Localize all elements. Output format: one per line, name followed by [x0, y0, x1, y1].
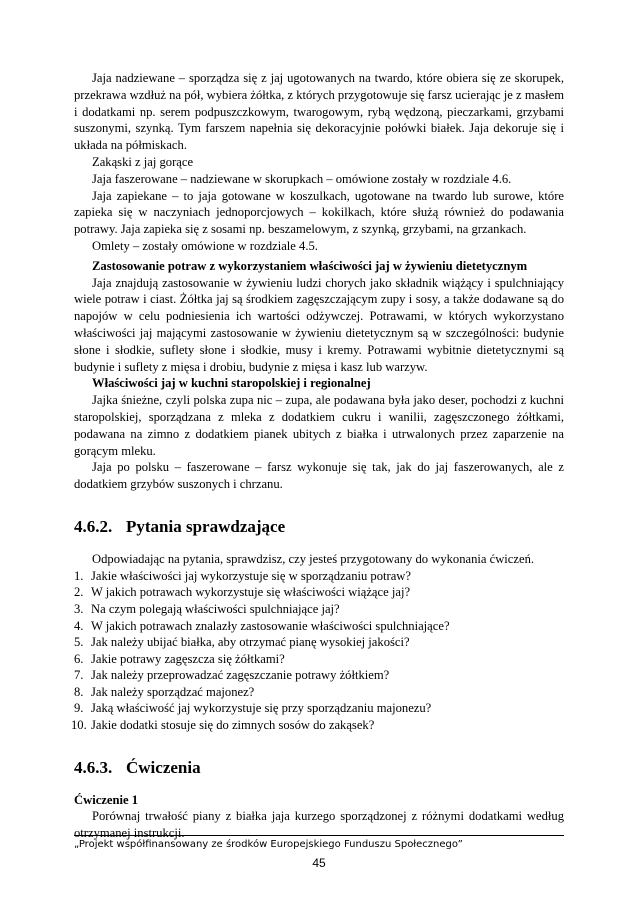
question-item: 3. Na czym polegają właściwości spulchniające jaj? — [74, 601, 340, 616]
question-item: 8. Jak należy sporządzać majonez? — [74, 684, 255, 699]
page-number: 45 — [312, 856, 326, 870]
questions-intro: Odpowiadając na pytania, sprawdzisz, czy jesteś przygotowany do wykonania ćwiczeń. — [92, 551, 535, 566]
subheading-regional: Właściwości jaj w kuchni staropolskiej i regionalnej — [92, 376, 371, 391]
section-number: 4.6.3. — [74, 757, 113, 777]
exercise-text: Porównaj trwałość piany z białka jaja kurzego sporządzonej z różnymi dodatkami według otrzymanej instrukcji. — [74, 809, 564, 841]
page-content — [71, 70, 564, 842]
exercise-title: Ćwiczenie 1 — [74, 792, 138, 807]
paragraph-jaja-zapiekane: Jaja zapiekane – to jaja gotowane w koszulkach, ugotowane na twardo lub surowe, które zapieka się w naczyniach jednoporcjowych – kokilkach, które służą również do podawania potrawy. Jaja zapieka się z sosami np. beszamelowym, z szynką, grzybami, na grzankach. — [74, 188, 564, 237]
footer-divider — [74, 835, 564, 836]
question-item: 2. W jakich potrawach wykorzystuje się właściwości wiążące jaj? — [74, 585, 411, 600]
question-item: 10. Jakie dodatki stosuje się do zimnych sosów do zakąsek? — [71, 718, 375, 733]
subheading-diet: Zastosowanie potraw z wykorzystaniem właściwości jaj w żywieniu dietetycznym — [92, 258, 528, 273]
section-title: Pytania sprawdzające — [126, 516, 286, 536]
question-item: 4. W jakich potrawach znalazły zastosowanie właściwości spulchniające? — [74, 618, 450, 633]
section-heading-cwiczenia — [74, 758, 564, 778]
paragraph-zakaski-gorace: Zakąski z jaj gorące — [92, 154, 194, 169]
question-item: 5. Jak należy ubijać białka, aby otrzymać pianę wysokiej jakości? — [74, 635, 410, 650]
question-item: 7. Jak należy przeprowadzać zagęszczanie potrawy żółtkiem? — [74, 668, 390, 683]
paragraph-omlety: Omlety – zostały omówione w rozdziale 4.5. — [92, 238, 318, 253]
paragraph-jajka-sniezne: Jajka śnieżne, czyli polska zupa nic – zupa, ale podawana była jako deser, pochodzi z kuchni staropolskiej, sporządzana z mleka z dodatkiem cukru i wanilii, zagęszczonego żółtkami, podawana na zimno z dodatkiem pianek ubitych z białka i utrwalonych przez zaparzenie na gorącym mleku. — [74, 393, 564, 458]
paragraph-diet: Jaja znajdują zastosowanie w żywieniu ludzi chorych jako składnik wiążący i spulchniający wiele potraw i ciast. Żółtka jaj są środkiem zagęszczającym zupy i sosy, a także dodawane są do napojów w celu podniesienia ich wartości odżywczej. Potrawami, w których wykorzystano właściwości jaj mającymi zastosowanie w żywieniu dietetycznym są w szczególności: budynie słone i słodkie, suflety słone i słodkie, musy i kremy. Potrawami wybitnie dietetycznymi są budynie i suflety z mięsa i drobiu, budynie z mięsa i kasz lub warzyw. — [74, 275, 564, 374]
question-item: 1. Jakie właściwości jaj wykorzystuje się w sporządzaniu potraw? — [74, 568, 411, 583]
section-number: 4.6.2. — [74, 516, 113, 536]
section-title: Ćwiczenia — [126, 757, 201, 777]
paragraph-jaja-faszerowane: Jaja faszerowane – nadziewane w skorupkach – omówione zostały w rozdziale 4.6. — [92, 171, 512, 186]
question-item: 9. Jaką właściwość jaj wykorzystuje się przy sporządzaniu majonezu? — [74, 701, 432, 716]
question-item: 6. Jakie potrawy zagęszcza się żółtkami? — [74, 651, 285, 666]
section-heading-pytania — [74, 517, 564, 537]
questions-list — [71, 568, 564, 734]
footer-text: „Projekt współfinansowany ze środków Europejskiego Funduszu Społecznego” — [74, 839, 463, 850]
paragraph-jaja-po-polsku: Jaja po polsku – faszerowane – farsz wykonuje się tak, jak do jaj faszerowanych, ale z dodatkiem grzybów suszonych i chrzanu. — [74, 460, 564, 492]
paragraph-jaja-nadziewane: Jaja nadziewane – sporządza się z jaj ugotowanych na twardo, które obiera się ze skorupek, przekrawa wzdłuż na pół, wybiera żółtka, z których przygotowuje się farsz ucierając je z masłem i dodatkami np. serem podpuszczkowym, twarogowym, rybą wędzoną, pieczarkami, grzybami suszonymi, szynką. Tym farszem napełnia się dekoracyjnie połówki białek. Jaja dekoruje się i układa na półmiskach. — [74, 71, 564, 153]
